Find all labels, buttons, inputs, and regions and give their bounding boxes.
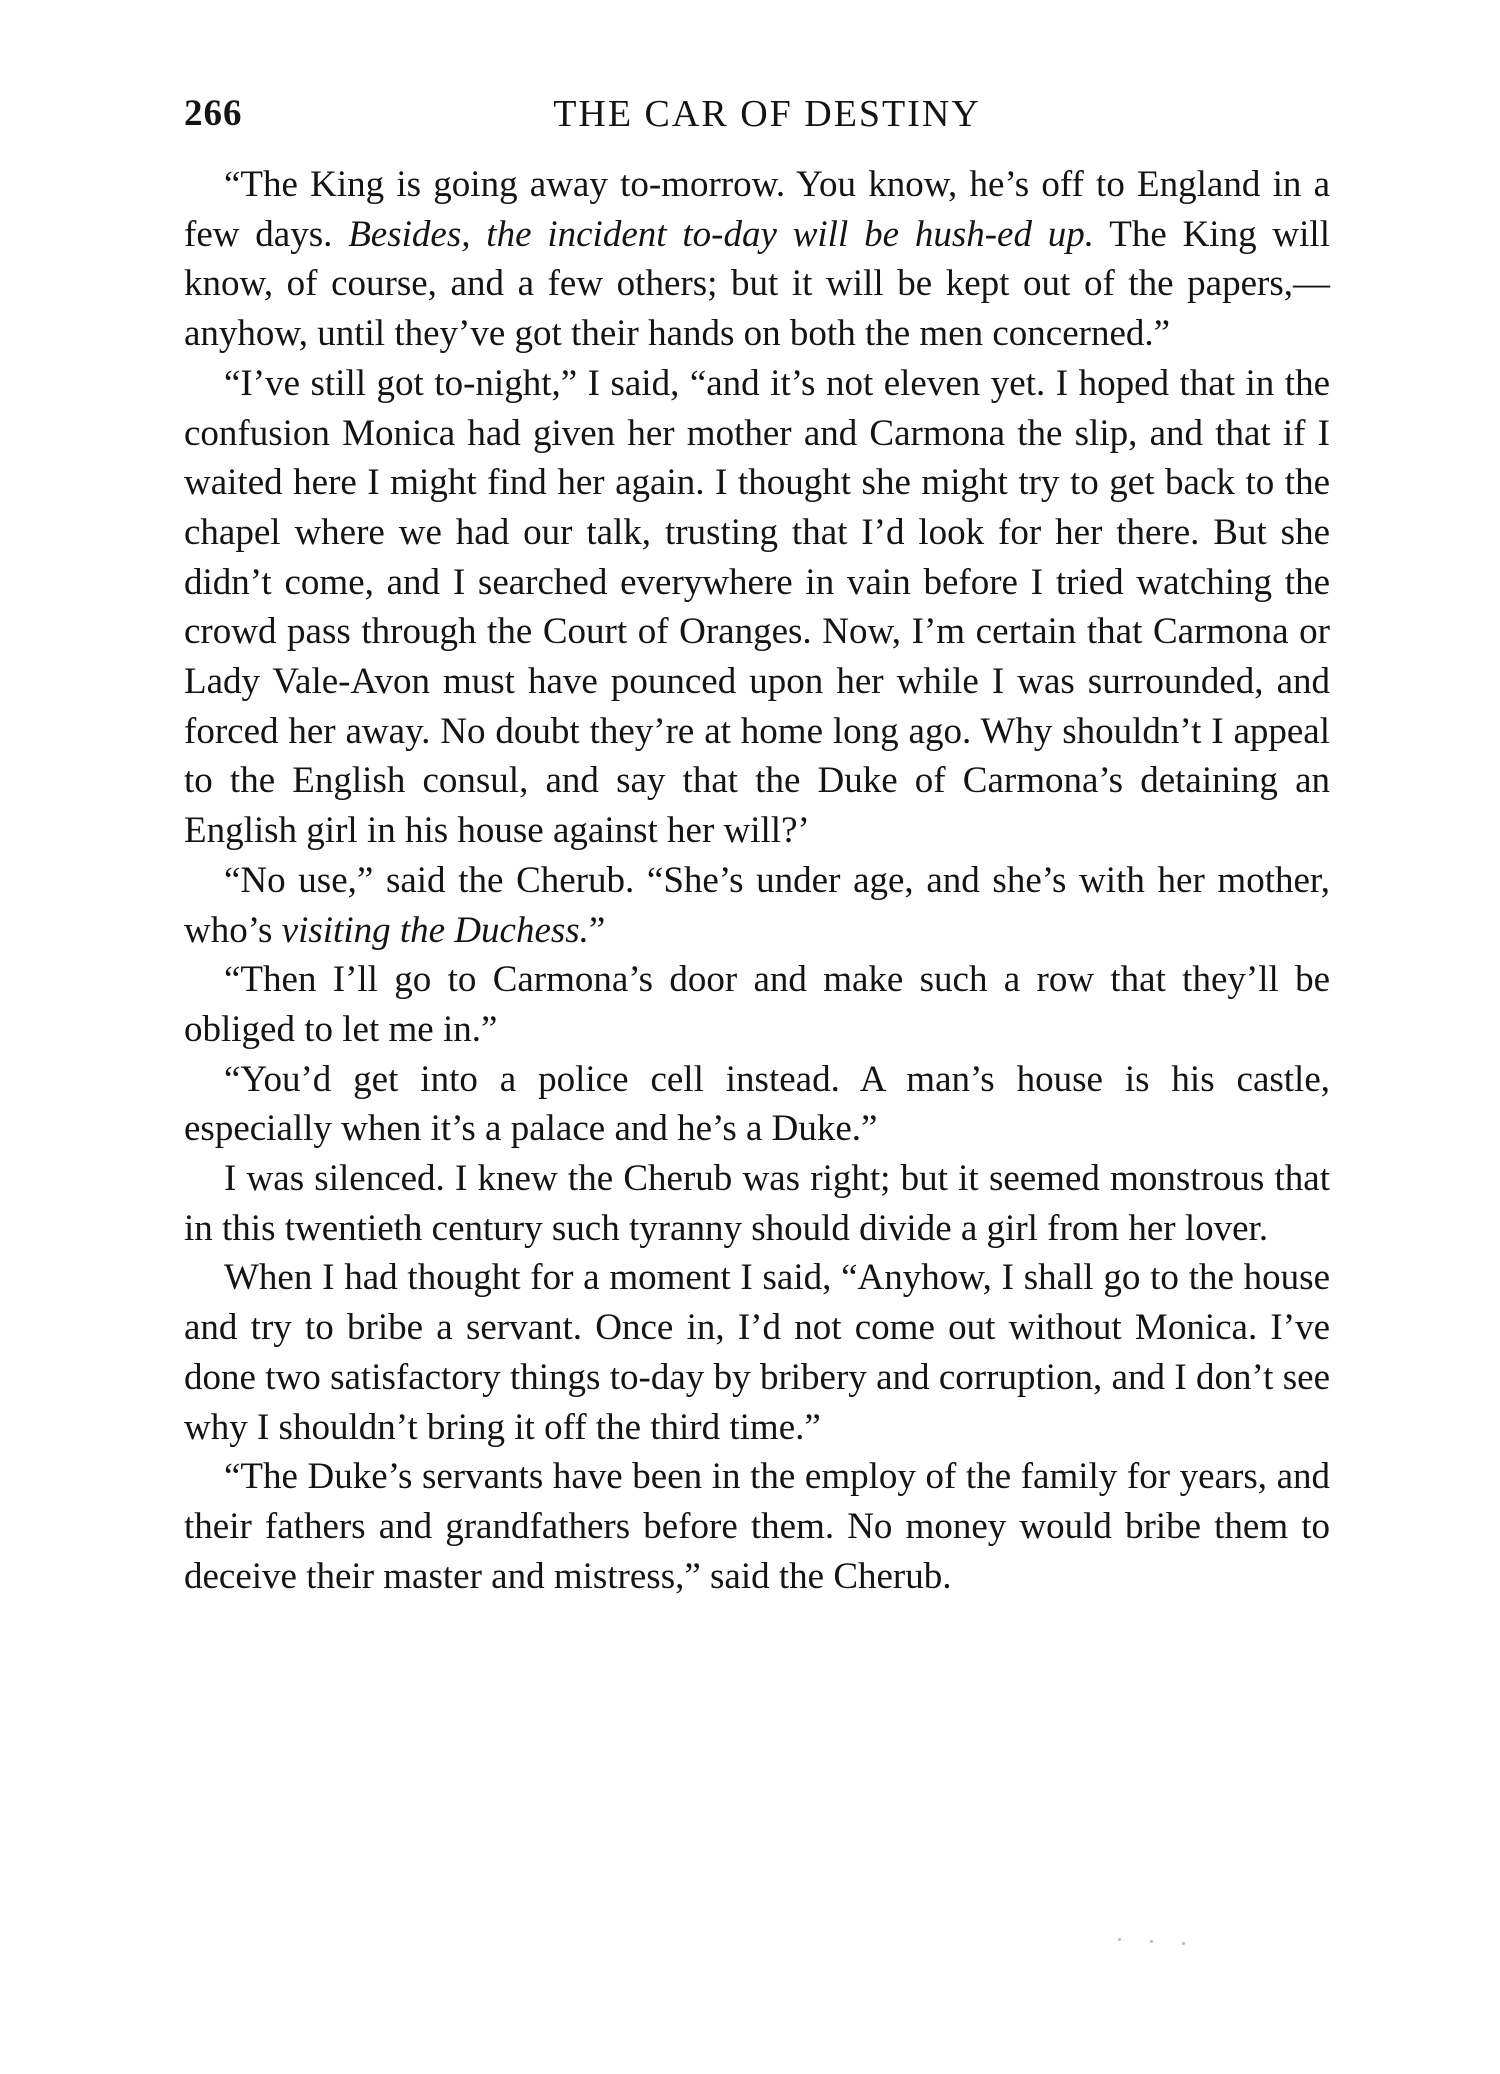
paragraph: [184, 955, 1330, 1054]
paragraph: [184, 1452, 1330, 1601]
scan-speck: [1150, 1940, 1153, 1943]
scan-speck: [1118, 1938, 1121, 1941]
paragraph-text: When I had thought for a moment I said, “Anyhow, I shall go to the house and try to bribe a servant. Once in, I’d not come out without Monica. I’ve done two satisfactory things to-day by bribery and corruption, and I don’t see why I shouldn’t bring it off the third time.”: [184, 1257, 1330, 1448]
running-title: THE CAR OF DESTINY: [553, 93, 981, 135]
paragraph: [184, 1154, 1330, 1253]
paragraph-text: ”: [588, 909, 606, 951]
paragraph: [184, 1253, 1330, 1452]
paragraph: [184, 856, 1330, 955]
italic-text: Besides, the incident to-day will be hush-ed up.: [348, 213, 1095, 255]
body-text: [184, 160, 1330, 1601]
paragraph: [184, 359, 1330, 856]
paragraph-text: “No use,” said the Cherub. “She’s under age, and she’s with her mother, who’s: [184, 859, 1330, 951]
italic-text: visiting the Duchess.: [281, 909, 589, 951]
paragraph: [184, 160, 1330, 359]
paragraph-text: “You’d get into a police cell instead. A man’s house is his castle, especially when it’s a palace and he’s a Duke.”: [184, 1058, 1330, 1150]
paragraph: [184, 1055, 1330, 1154]
paragraph-text: “I’ve still got to-night,” I said, “and it’s not eleven yet. I hoped that in the confusion Monica had given her mother and Carmona the slip, and that if I waited here I might find her again. I thought she might try to get back to the chapel where we had our talk, trusting that I’d look for her there. But she didn’t come, and I searched everywhere in vain before I tried watching the crowd pass through the Court of Oranges. Now, I’m certain that Carmona or Lady Vale-Avon must have pounced upon her while I was surrounded, and forced her away. No doubt they’re at home long ago. Why shouldn’t I appeal to the English consul, and say that the Duke of Carmona’s detaining an English girl in his house against her will?’: [184, 362, 1330, 852]
running-head: [184, 92, 1330, 152]
page-number: 266: [184, 93, 243, 134]
scan-speck: [1182, 1942, 1185, 1945]
paragraph-text: “Then I’ll go to Carmona’s door and make such a row that they’ll be obliged to let me in.”: [184, 959, 1330, 1050]
paragraph-text: I was silenced. I knew the Cherub was right; but it seemed monstrous that in this twentieth century such tyranny should divide a girl from her lover.: [184, 1158, 1330, 1249]
paragraph-text: The King will know, of course, and a few others; but it will be kept out of the papers,— anyhow, until they’ve got their hands on both the men concerned.”: [184, 213, 1330, 355]
paragraph-text: “The Duke’s servants have been in the employ of the family for years, and their fathers and grandfathers before them. No money would bribe them to deceive their master and mistress,” said the Cherub.: [184, 1456, 1330, 1597]
paragraph-text: “The King is going away to-morrow. You know, he’s off to England in a few days.: [184, 164, 1330, 255]
